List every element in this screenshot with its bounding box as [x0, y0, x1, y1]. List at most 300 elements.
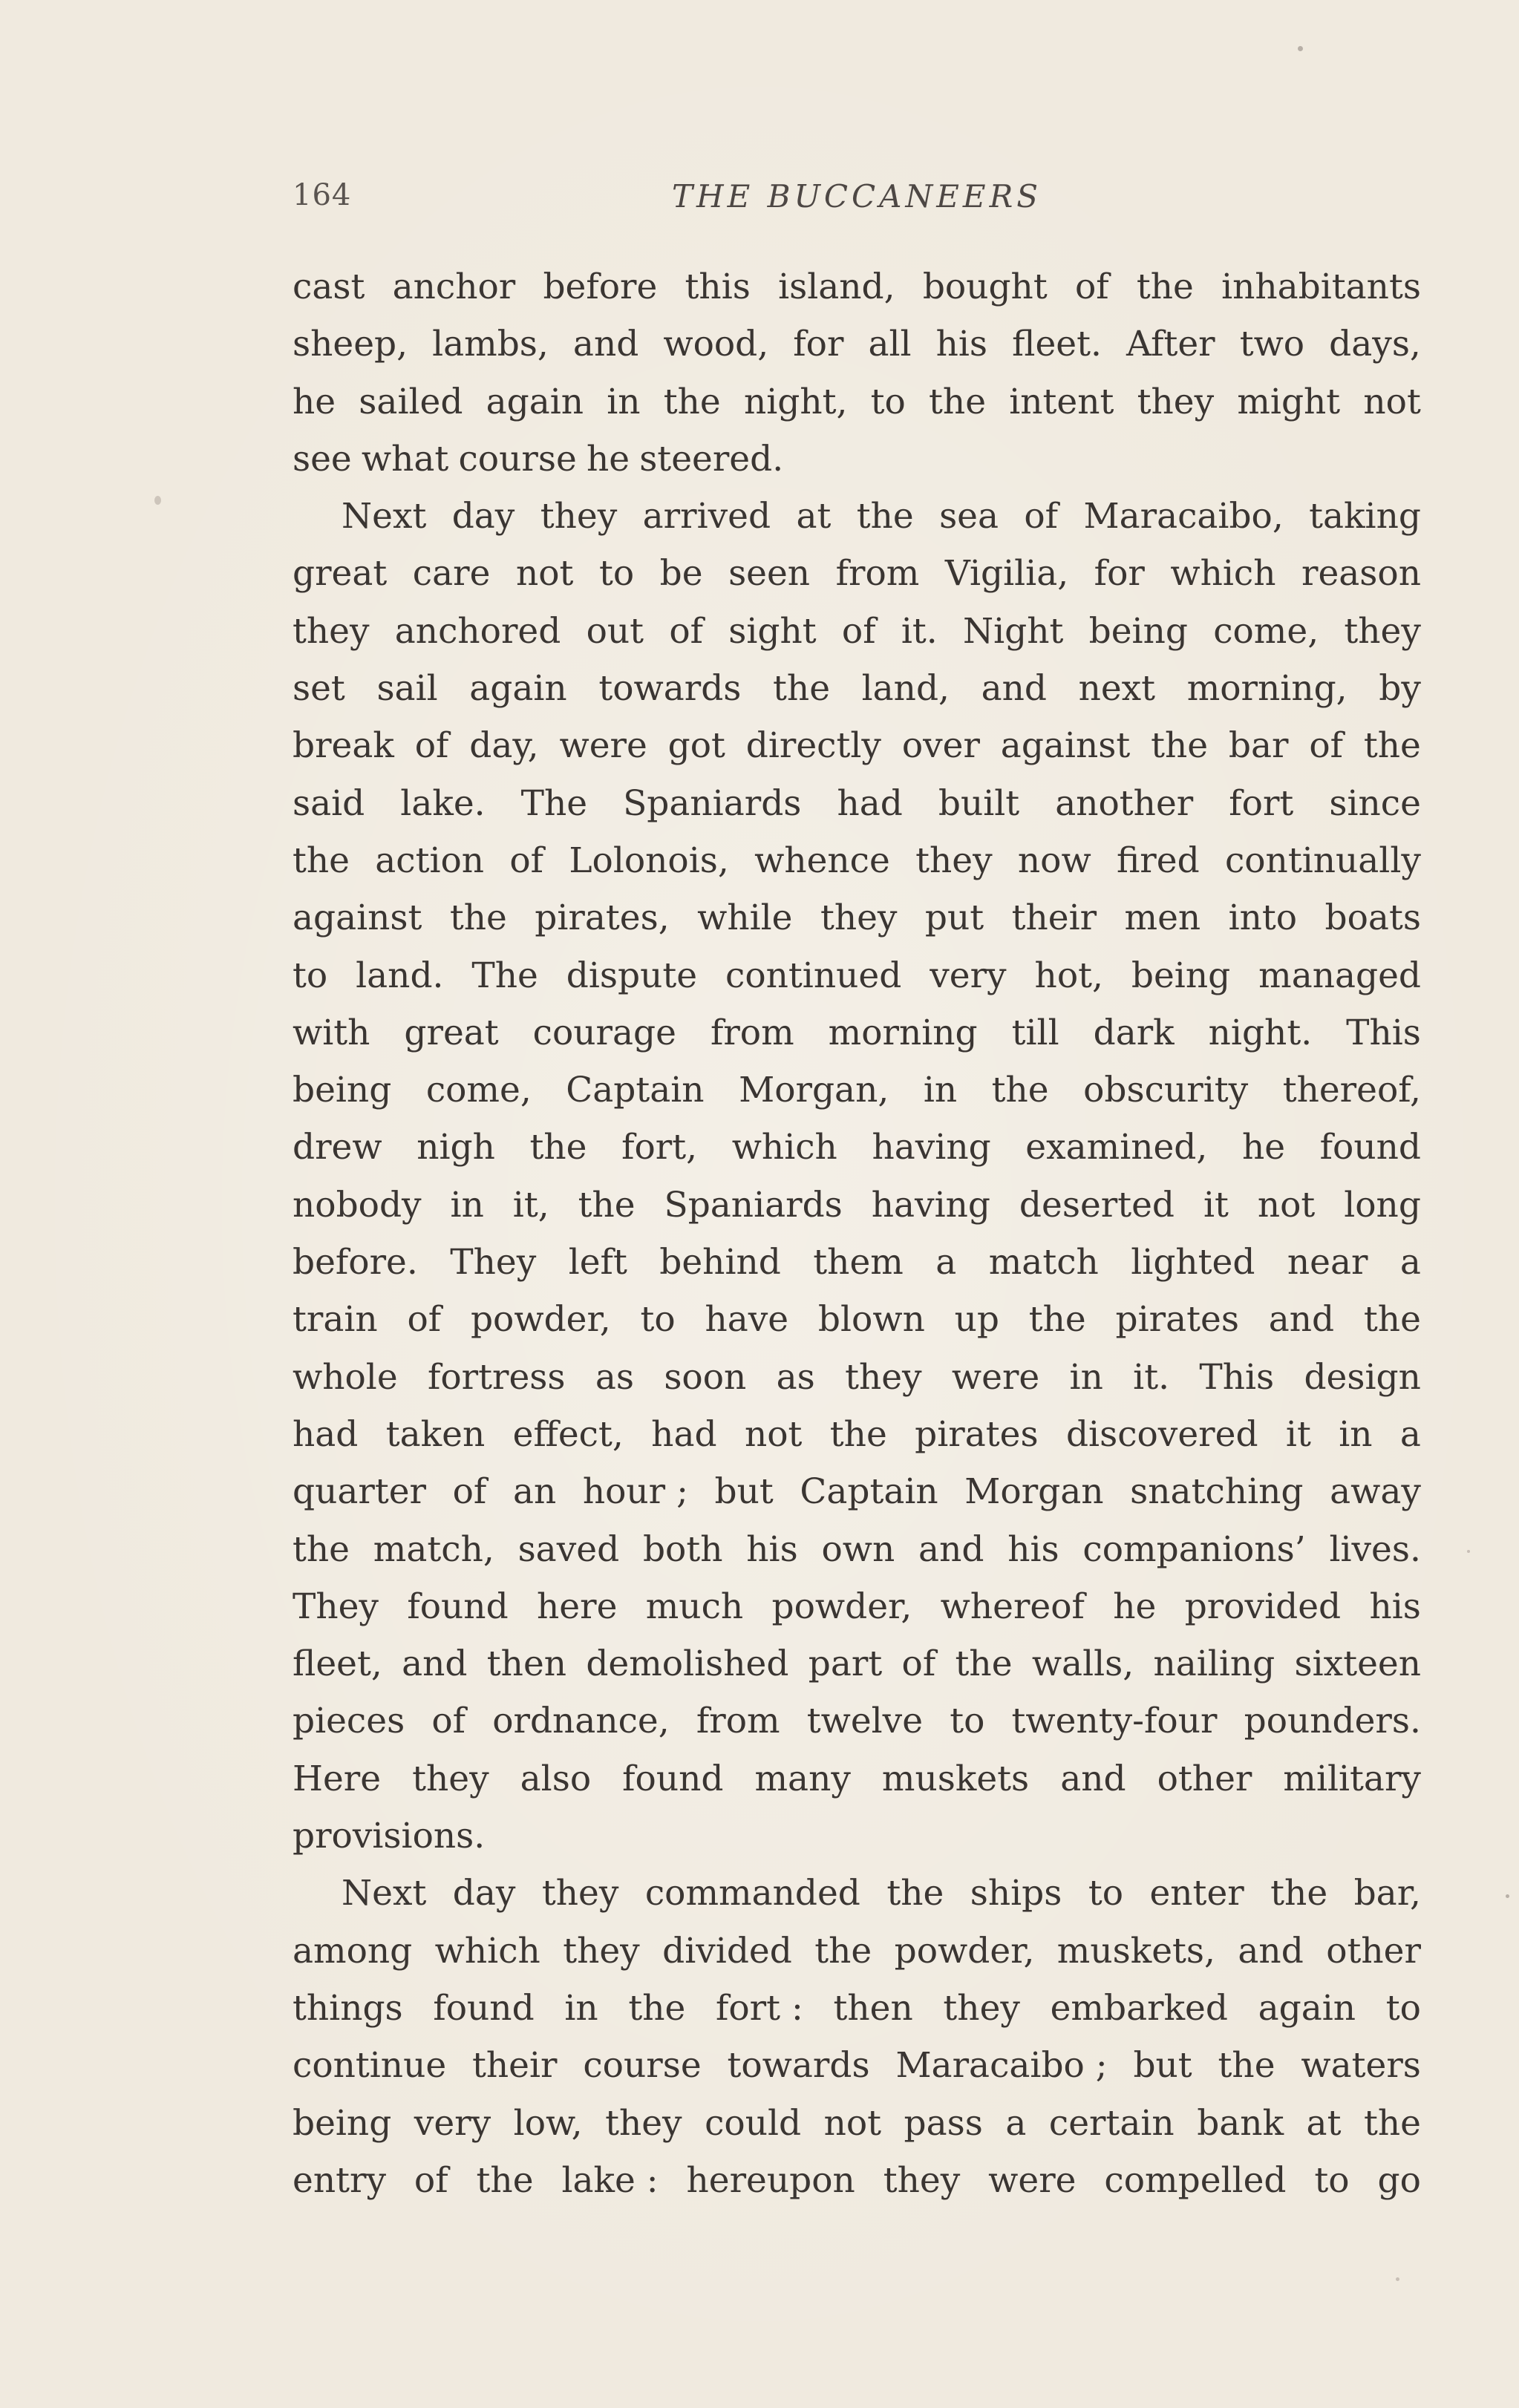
- text-line: [293, 717, 1421, 774]
- word: steered.: [639, 438, 784, 480]
- word: away: [1330, 1471, 1421, 1513]
- word: and: [981, 668, 1047, 710]
- word: sixteen: [1294, 1643, 1421, 1685]
- word: night,: [743, 381, 848, 422]
- word: built: [938, 782, 1020, 824]
- word: many: [754, 1758, 851, 1799]
- word: and: [572, 324, 639, 365]
- word: then: [486, 1643, 567, 1685]
- word: the: [929, 381, 987, 422]
- word: of: [509, 840, 544, 881]
- word: day,: [469, 725, 539, 767]
- word: course: [583, 2045, 702, 2087]
- word: to: [1385, 1987, 1421, 2029]
- word: said: [293, 782, 365, 824]
- word: not: [1363, 381, 1421, 422]
- text-line: [293, 1923, 1421, 1980]
- word: the: [449, 897, 507, 939]
- word: and: [402, 1643, 468, 1685]
- word: till: [1011, 1012, 1059, 1053]
- word: After: [1126, 324, 1215, 365]
- word: quarter: [293, 1471, 427, 1513]
- word: land,: [861, 668, 950, 710]
- word: which: [434, 1930, 540, 1972]
- word: a: [1399, 1242, 1421, 1283]
- word: here: [537, 1586, 618, 1627]
- word: the: [1363, 725, 1421, 767]
- word: companions’: [1082, 1528, 1306, 1570]
- word: bar: [1228, 725, 1289, 767]
- word: their: [472, 2045, 558, 2087]
- word: of: [901, 1643, 936, 1685]
- word: come,: [425, 1070, 532, 1111]
- word: being: [1088, 610, 1188, 652]
- word: twenty-four: [1011, 1701, 1218, 1742]
- word: and: [918, 1528, 984, 1570]
- word: Night: [962, 610, 1064, 652]
- word: managed: [1258, 955, 1421, 996]
- word: day: [451, 496, 515, 537]
- word: entry: [293, 2159, 386, 2201]
- word: the: [829, 1413, 887, 1455]
- word: pirates: [915, 1413, 1039, 1455]
- word: not: [1257, 1184, 1316, 1226]
- word: but: [714, 1471, 774, 1513]
- paper-speck: [1298, 46, 1303, 51]
- word: to: [293, 955, 328, 996]
- word: provided: [1184, 1586, 1342, 1627]
- word: they: [293, 610, 370, 652]
- word: nigh: [416, 1127, 495, 1168]
- word: and: [1268, 1299, 1335, 1341]
- word: care: [412, 553, 491, 595]
- word: set: [293, 668, 345, 710]
- word: great: [404, 1012, 499, 1053]
- word: sight: [728, 610, 817, 652]
- word: the: [991, 1070, 1049, 1111]
- word: left: [568, 1242, 627, 1283]
- word: other: [1157, 1758, 1252, 1799]
- word: fort,: [621, 1127, 698, 1168]
- word: in: [1339, 1413, 1373, 1455]
- word: provisions.: [293, 1816, 486, 1857]
- word: soon: [664, 1356, 747, 1398]
- word: land.: [356, 955, 444, 996]
- word: courage: [532, 1012, 676, 1053]
- word: the: [1028, 1299, 1086, 1341]
- word: enter: [1149, 1873, 1244, 1914]
- word: not: [515, 553, 574, 595]
- word: effect,: [512, 1413, 624, 1455]
- word: see: [293, 438, 352, 480]
- word: island,: [778, 266, 895, 307]
- word: obscurity: [1083, 1070, 1249, 1111]
- word: taken: [385, 1413, 486, 1455]
- word: fortress: [427, 1356, 566, 1398]
- text-line: [293, 373, 1421, 431]
- word: great: [293, 553, 388, 595]
- word: days,: [1329, 324, 1421, 365]
- word: The: [471, 955, 538, 996]
- word: come,: [1213, 610, 1319, 652]
- word: had: [293, 1413, 359, 1455]
- word: drew: [293, 1127, 382, 1168]
- word: demolished: [586, 1643, 789, 1685]
- word: action: [375, 840, 485, 881]
- word: the: [578, 1184, 636, 1226]
- word: which: [1170, 553, 1276, 595]
- text-line: [293, 431, 1421, 488]
- word: bank: [1197, 2102, 1284, 2144]
- word: they: [1344, 610, 1421, 652]
- word: were: [951, 1356, 1040, 1398]
- word: fort: [1229, 782, 1294, 824]
- word: directly: [745, 725, 881, 767]
- word: of: [669, 610, 704, 652]
- word: they: [563, 1930, 640, 1972]
- word: thereof,: [1282, 1070, 1421, 1111]
- word: pirates: [1115, 1299, 1239, 1341]
- word: again: [1258, 1987, 1356, 2029]
- paper-speck: [1467, 1550, 1470, 1553]
- word: arrived: [642, 496, 771, 537]
- word: in: [607, 381, 641, 422]
- word: also: [520, 1758, 592, 1799]
- word: another: [1055, 782, 1194, 824]
- word: the: [955, 1643, 1013, 1685]
- word: the: [1363, 2102, 1421, 2144]
- word: at: [1306, 2102, 1342, 2144]
- word: all: [868, 324, 912, 365]
- word: morning,: [1186, 668, 1348, 710]
- word: pieces: [293, 1701, 405, 1742]
- body-text: [293, 258, 1421, 2209]
- word: by: [1379, 668, 1421, 710]
- word: very: [930, 955, 1007, 996]
- word: The: [520, 782, 588, 824]
- word: the: [529, 1127, 587, 1168]
- word: design: [1304, 1356, 1421, 1398]
- word: the: [1136, 266, 1194, 307]
- word: lives.: [1329, 1528, 1421, 1570]
- word: two: [1239, 324, 1305, 365]
- word: of: [414, 2159, 448, 2201]
- word: of: [452, 1471, 487, 1513]
- word: they: [605, 2102, 682, 2144]
- word: then: [833, 1987, 913, 2029]
- word: them: [813, 1242, 904, 1283]
- word: Spaniards: [664, 1184, 843, 1226]
- word: This: [1199, 1356, 1275, 1398]
- word: Lolonois,: [569, 840, 729, 881]
- word: fleet,: [293, 1643, 382, 1685]
- word: to: [950, 1701, 985, 1742]
- word: the: [814, 1930, 872, 1972]
- text-line: [293, 832, 1421, 889]
- word: before.: [293, 1242, 418, 1283]
- word: to: [1088, 1873, 1124, 1914]
- word: they: [541, 1873, 619, 1914]
- text-line: [293, 889, 1421, 946]
- word: sailed: [359, 381, 463, 422]
- word: anchor: [392, 266, 516, 307]
- word: their: [1011, 897, 1097, 939]
- word: at: [796, 496, 832, 537]
- word: for: [1094, 553, 1145, 595]
- text-line: [293, 1291, 1421, 1348]
- page-header: [293, 178, 1421, 230]
- word: very: [414, 2102, 491, 2144]
- word: fleet.: [1012, 324, 1102, 365]
- word: This: [1346, 1012, 1421, 1053]
- word: whereof: [940, 1586, 1085, 1627]
- word: to: [1314, 2159, 1350, 2201]
- word: the: [1363, 1299, 1421, 1341]
- word: long: [1344, 1184, 1421, 1226]
- word: they: [820, 897, 898, 939]
- word: inhabitants: [1221, 266, 1421, 307]
- word: bought: [922, 266, 1048, 307]
- text-line: [293, 1635, 1421, 1692]
- word: day: [452, 1873, 516, 1914]
- word: sail: [376, 668, 438, 710]
- paper-speck: [1396, 2277, 1399, 2281]
- word: Captain: [566, 1070, 705, 1111]
- word: being: [1131, 955, 1231, 996]
- word: dark: [1093, 1012, 1175, 1053]
- word: out: [586, 610, 644, 652]
- word: near: [1287, 1242, 1368, 1283]
- word: he: [1113, 1586, 1157, 1627]
- word: towards: [727, 2045, 870, 2087]
- word: the: [293, 1528, 350, 1570]
- word: with: [293, 1012, 370, 1053]
- word: Spaniards: [623, 782, 802, 824]
- page-number: 164: [293, 178, 352, 212]
- word: to: [598, 553, 635, 595]
- word: the: [1270, 1873, 1328, 1914]
- word: course: [458, 438, 577, 480]
- word: match,: [373, 1528, 494, 1570]
- word: pirates,: [535, 897, 670, 939]
- word: but: [1133, 2045, 1192, 2087]
- word: dispute: [566, 955, 698, 996]
- word: now: [1017, 840, 1091, 881]
- word: sea: [939, 496, 999, 537]
- word: as: [595, 1356, 634, 1398]
- word: fort :: [715, 1987, 803, 2029]
- word: against: [1000, 725, 1131, 767]
- word: match: [988, 1242, 1099, 1283]
- word: over: [901, 725, 980, 767]
- word: it,: [512, 1184, 549, 1226]
- word: of: [1074, 266, 1109, 307]
- word: Vigilia,: [944, 553, 1069, 595]
- word: they: [540, 496, 618, 537]
- word: divided: [662, 1930, 792, 1972]
- word: and: [1060, 1758, 1126, 1799]
- text-line: [293, 1463, 1421, 1520]
- word: which: [731, 1127, 837, 1168]
- word: seen: [728, 553, 811, 595]
- word: in: [564, 1987, 598, 2029]
- word: ships: [970, 1873, 1062, 1914]
- word: snatching: [1130, 1471, 1304, 1513]
- word: pass: [904, 2102, 983, 2144]
- word: Here: [293, 1758, 382, 1799]
- word: they: [915, 840, 993, 881]
- paper-speck: [154, 496, 161, 505]
- word: of: [407, 1299, 442, 1341]
- word: pounders.: [1244, 1701, 1421, 1742]
- word: the: [293, 840, 350, 881]
- word: next: [1078, 668, 1156, 710]
- text-line: [293, 488, 1421, 545]
- word: hour ;: [582, 1471, 688, 1513]
- word: powder,: [470, 1299, 611, 1341]
- word: of: [431, 1701, 466, 1742]
- word: morning: [828, 1012, 978, 1053]
- word: deserted: [1019, 1184, 1175, 1226]
- word: Morgan,: [739, 1070, 889, 1111]
- text-line: [293, 1061, 1421, 1119]
- word: much: [645, 1586, 744, 1627]
- word: they: [412, 1758, 489, 1799]
- text-line: [293, 775, 1421, 832]
- word: both: [642, 1528, 723, 1570]
- text-line: [293, 2152, 1421, 2209]
- word: whole: [293, 1356, 398, 1398]
- word: cast: [293, 266, 365, 307]
- word: nailing: [1153, 1643, 1275, 1685]
- word: lake :: [561, 2159, 659, 2201]
- word: it: [1203, 1184, 1229, 1226]
- word: among: [293, 1930, 413, 1972]
- word: train: [293, 1299, 378, 1341]
- word: anchored: [394, 610, 561, 652]
- text-line: [293, 660, 1421, 717]
- word: from: [696, 1701, 780, 1742]
- word: sheep,: [293, 324, 408, 365]
- word: of: [1024, 496, 1059, 537]
- word: lighted: [1131, 1242, 1255, 1283]
- word: blown: [817, 1299, 925, 1341]
- word: found: [1319, 1127, 1421, 1168]
- word: continue: [293, 2045, 447, 2087]
- word: his: [746, 1528, 798, 1570]
- word: having: [871, 1184, 990, 1226]
- word: put: [924, 897, 984, 939]
- word: from: [835, 553, 920, 595]
- word: of: [1309, 725, 1344, 767]
- text-line: [293, 1406, 1421, 1463]
- word: military: [1283, 1758, 1421, 1799]
- word: go: [1377, 2159, 1421, 2201]
- word: whence: [754, 840, 890, 881]
- text-line: [293, 603, 1421, 660]
- text-line: [293, 1692, 1421, 1750]
- word: having: [872, 1127, 991, 1168]
- text-line: [293, 1177, 1421, 1234]
- word: not: [823, 2102, 882, 2144]
- word: behind: [659, 1242, 781, 1283]
- word: found: [433, 1987, 535, 2029]
- word: could: [705, 2102, 802, 2144]
- word: things: [293, 1987, 403, 2029]
- word: this: [685, 266, 751, 307]
- word: towards: [598, 668, 742, 710]
- word: continually: [1224, 840, 1421, 881]
- word: to: [870, 381, 906, 422]
- word: the: [856, 496, 914, 537]
- word: Morgan: [964, 1471, 1104, 1513]
- word: a: [1399, 1413, 1421, 1455]
- text-line: [293, 1349, 1421, 1406]
- word: own: [821, 1528, 895, 1570]
- word: what: [361, 438, 449, 480]
- word: muskets,: [1056, 1930, 1215, 1972]
- word: continued: [725, 955, 902, 996]
- word: of: [414, 725, 449, 767]
- word: the: [1218, 2045, 1275, 2087]
- word: have: [705, 1299, 789, 1341]
- text-line: [293, 1865, 1421, 1922]
- word: boats: [1324, 897, 1421, 939]
- word: other: [1326, 1930, 1421, 1972]
- word: were: [559, 725, 647, 767]
- text-line: [293, 258, 1421, 315]
- word: a: [935, 1242, 957, 1283]
- word: compelled: [1104, 2159, 1287, 2201]
- word: being: [293, 1070, 392, 1111]
- word: waters: [1301, 2045, 1421, 2087]
- text-line: [293, 1234, 1421, 1291]
- word: walls,: [1031, 1643, 1134, 1685]
- word: the: [773, 668, 831, 710]
- word: for: [793, 324, 844, 365]
- word: against: [293, 897, 422, 939]
- text-line: [293, 1521, 1421, 1578]
- word: while: [697, 897, 793, 939]
- word: commanded: [644, 1873, 860, 1914]
- text-line: [293, 1980, 1421, 2037]
- word: be: [659, 553, 703, 595]
- word: hot,: [1034, 955, 1103, 996]
- word: got: [667, 725, 725, 767]
- word: of: [841, 610, 876, 652]
- text-line: [293, 1578, 1421, 1635]
- word: Next: [342, 496, 427, 537]
- text-line: [293, 2037, 1421, 2094]
- word: Maracaibo,: [1083, 496, 1284, 537]
- word: his: [1369, 1586, 1421, 1627]
- word: they: [883, 2159, 961, 2201]
- word: embarked: [1050, 1987, 1228, 2029]
- word: Next: [342, 1873, 427, 1914]
- word: found: [407, 1586, 509, 1627]
- word: the: [886, 1873, 944, 1914]
- word: fired: [1116, 840, 1200, 881]
- word: into: [1228, 897, 1298, 939]
- text-line: [293, 947, 1421, 1004]
- word: saved: [517, 1528, 620, 1570]
- word: it: [1285, 1413, 1311, 1455]
- word: They: [293, 1586, 379, 1627]
- word: and: [1238, 1930, 1304, 1972]
- word: up: [954, 1299, 999, 1341]
- word: were: [988, 2159, 1077, 2201]
- word: to: [640, 1299, 676, 1341]
